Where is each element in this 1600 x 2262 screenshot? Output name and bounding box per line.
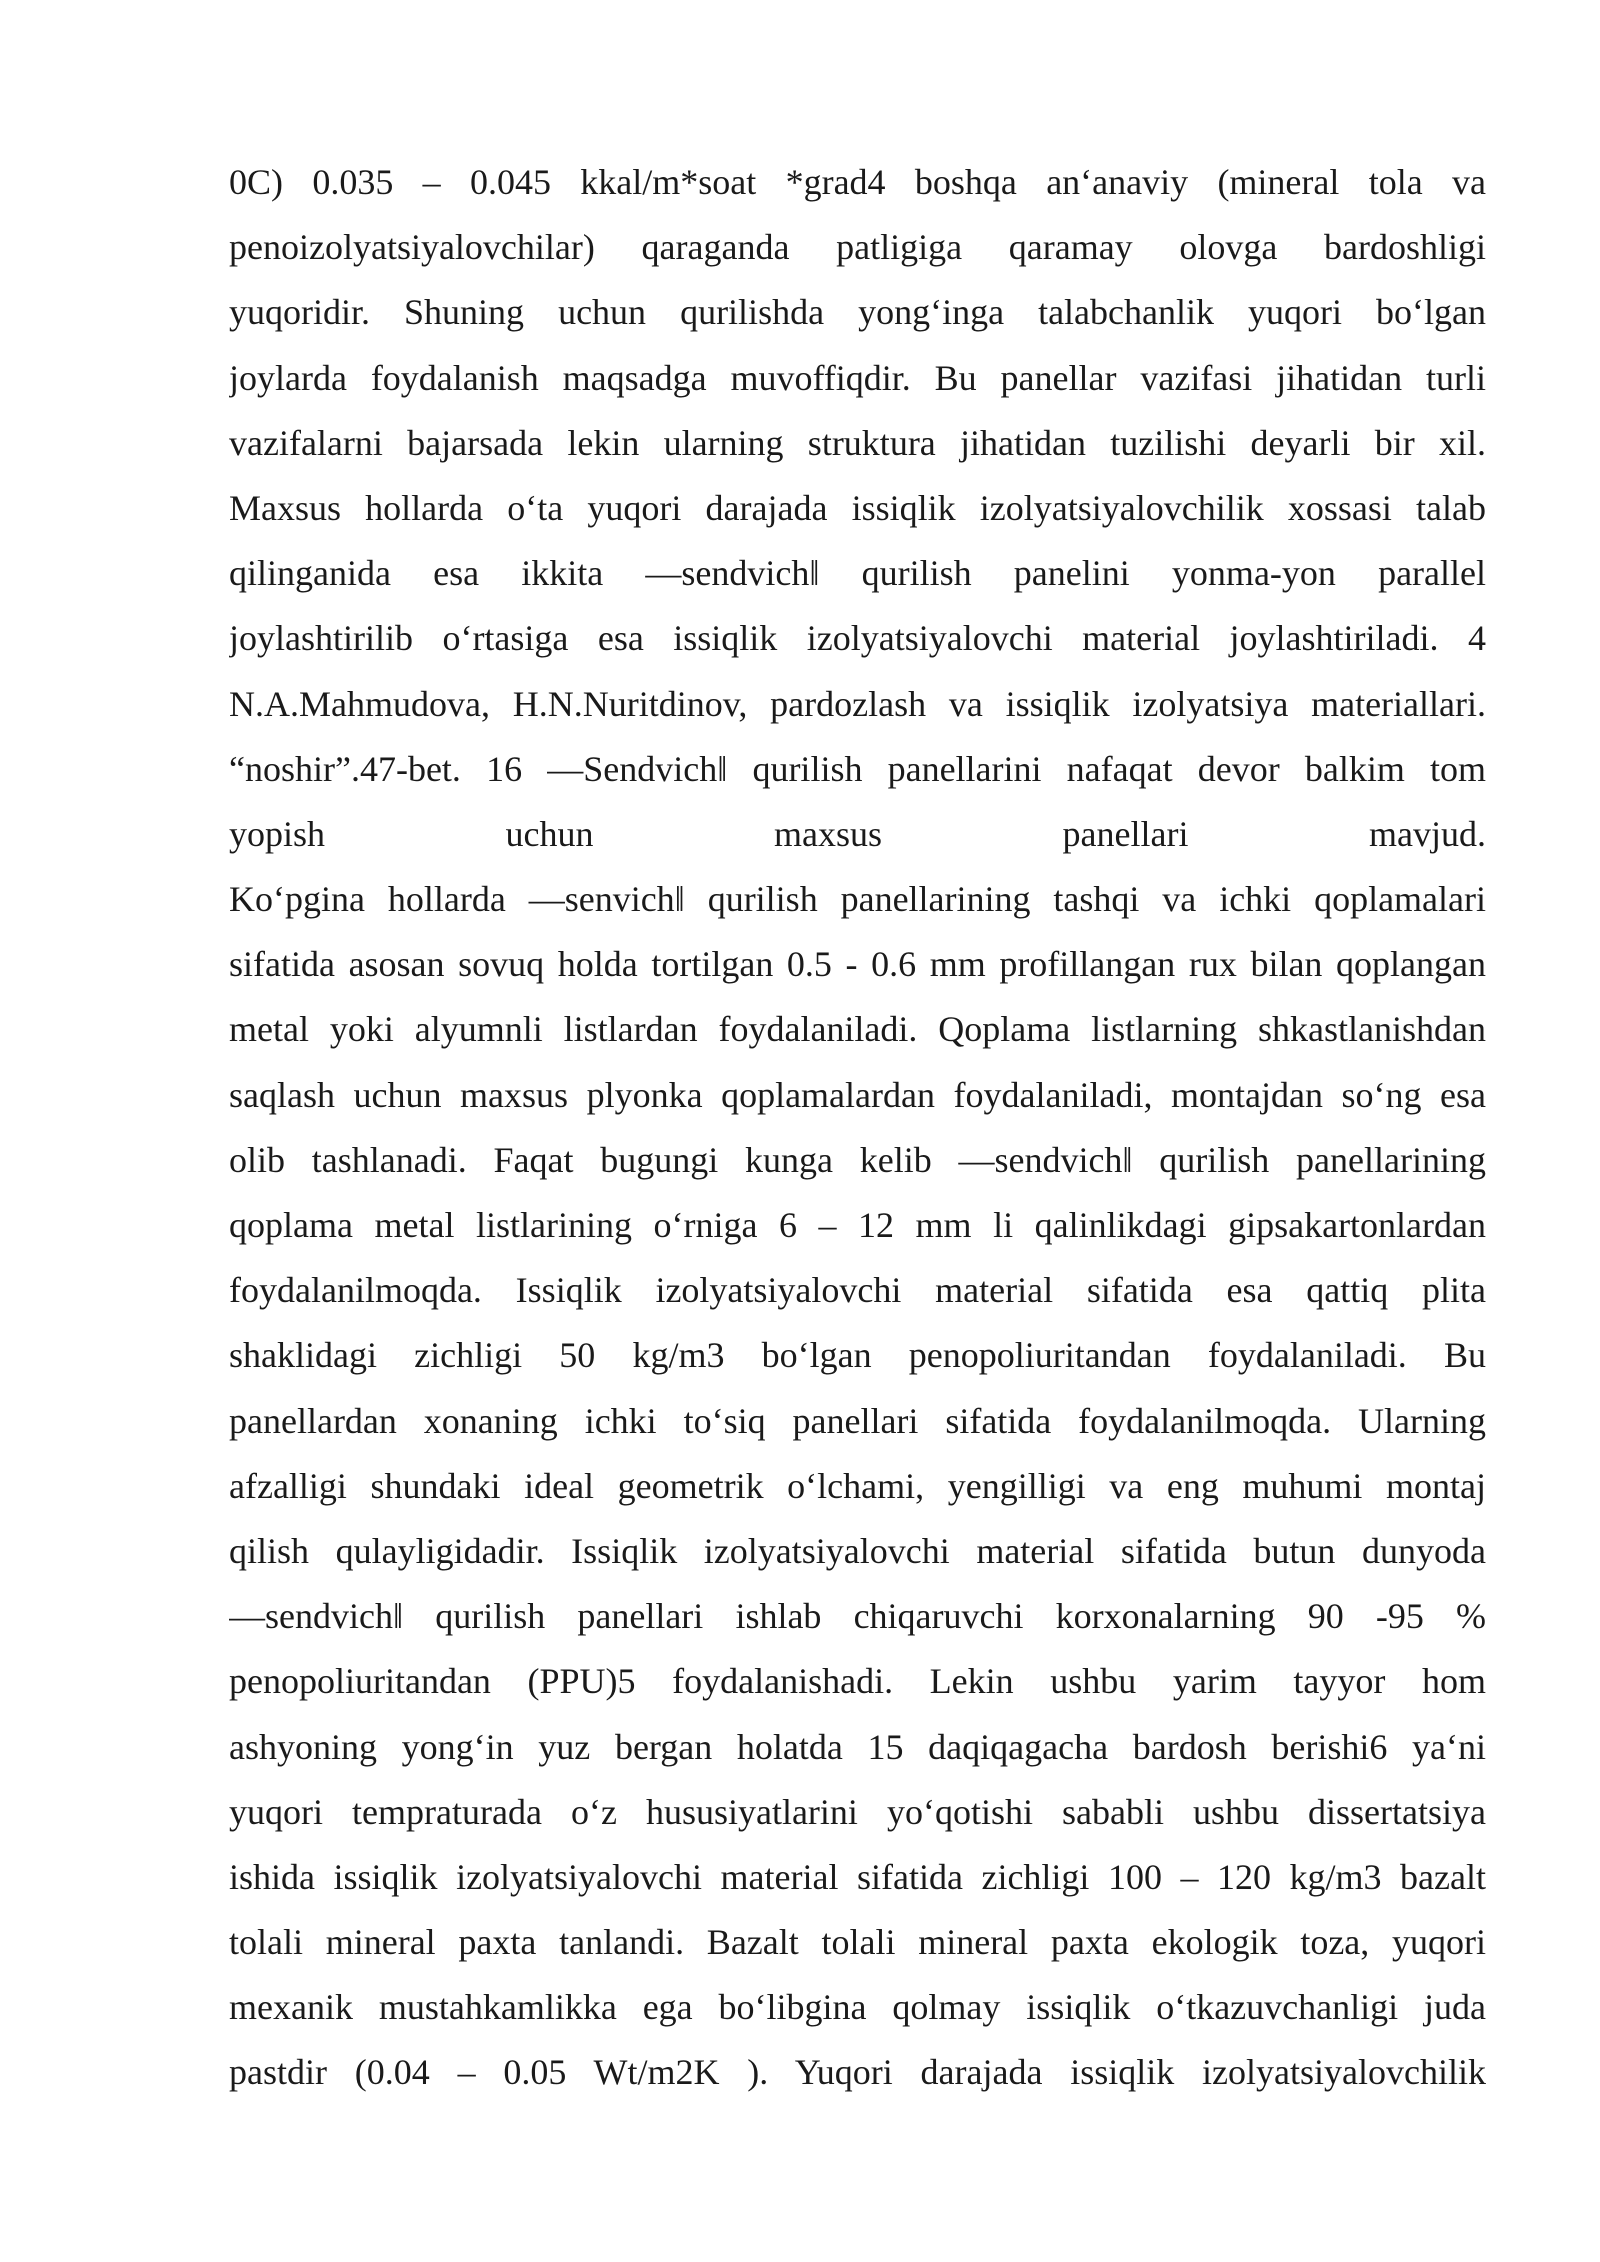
text-line-24: penopoliuritandan (PPU)5 foydalanishadi. Lekin ushbu yarim tayyor hom (229, 1661, 1486, 1702)
text-line-23: ―sendvich‖ qurilish panellari ishlab chiqaruvchi korxonalarning 90 -95 % (229, 1596, 1486, 1637)
text-line-16: olib tashlanadi. Faqat bugungi kunga kelib ―sendvich‖ qurilish panellarining (229, 1139, 1486, 1180)
text-line-4: joylarda foydalanish maqsadga muvoffiqdir. Bu panellar vazifasi jihatidan turli (229, 357, 1486, 398)
text-line-7: qilinganida esa ikkita ―sendvich‖ qurilish panelini yonma-yon parallel (229, 553, 1486, 594)
text-line-25: ashyoning yong‘in yuz bergan holatda 15 daqiqagacha bardosh berishi6 ya‘ni (229, 1726, 1486, 1767)
text-line-20: panellardan xonaning ichki to‘siq panellari sifatida foydalanilmoqda. Ularning (229, 1400, 1486, 1441)
text-line-8: joylashtirilib o‘rtasiga esa issiqlik izolyatsiyalovchi material joylashtiriladi. 4 (229, 618, 1486, 659)
text-line-11: yopish uchun maxsus panellari mavjud. (229, 813, 1486, 854)
text-line-21: afzalligi shundaki ideal geometrik o‘lchami, yengilligi va eng muhumi montaj (229, 1465, 1486, 1506)
text-line-17: qoplama metal listlarining o‘rniga 6 – 12 mm li qalinlikdagi gipsakartonlardan (229, 1205, 1486, 1245)
text-line-2: penoizolyatsiyalovchilar) qaraganda patligiga qaramay olovga bardoshligi (229, 227, 1486, 268)
text-line-22: qilish qulayligidadir. Issiqlik izolyatsiyalovchi material sifatida butun dunyoda (229, 1530, 1486, 1571)
text-line-28: tolali mineral paxta tanlandi. Bazalt tolali mineral paxta ekologik toza, yuqori (229, 1922, 1486, 1963)
text-line-5: vazifalarni bajarsada lekin ularning struktura jihatidan tuzilishi deyarli bir xil. (229, 422, 1486, 463)
text-line-26: yuqori tempraturada o‘z hususiyatlarini yo‘qotishi sababli ushbu dissertatsiya (229, 1791, 1486, 1832)
text-line-18: foydalanilmoqda. Issiqlik izolyatsiyalovchi material sifatida esa qattiq plita (229, 1270, 1486, 1311)
text-line-10: “noshir”.47-bet. 16 ―Sendvich‖ qurilish panellarini nafaqat devor balkim tom (229, 748, 1486, 789)
text-line-9: N.A.Mahmudova, H.N.Nuritdinov, pardozlash va issiqlik izolyatsiya materiallari. (229, 683, 1486, 724)
text-line-12: Ko‘pgina hollarda ―senvich‖ qurilish panellarining tashqi va ichki qoplamalari (229, 879, 1486, 920)
text-line-15: saqlash uchun maxsus plyonka qoplamalardan foydalaniladi, montajdan so‘ng esa (229, 1074, 1486, 1115)
text-line-14: metal yoki alyumnli listlardan foydalaniladi. Qoplama listlarning shkastlanishdan (229, 1009, 1486, 1050)
text-line-6: Maxsus hollarda o‘ta yuqori darajada issiqlik izolyatsiyalovchilik xossasi talab (229, 487, 1486, 528)
text-line-27: ishida issiqlik izolyatsiyalovchi material sifatida zichligi 100 – 120 kg/m3 bazalt (229, 1856, 1486, 1897)
text-line-1: 0C) 0.035 – 0.045 kkal/m*soat *grad4 boshqa an‘anaviy (mineral tola va (229, 162, 1486, 202)
text-line-19: shaklidagi zichligi 50 kg/m3 bo‘lgan penopoliuritandan foydalaniladi. Bu (229, 1335, 1486, 1376)
text-line-3: yuqoridir. Shuning uchun qurilishda yong‘inga talabchanlik yuqori bo‘lgan (229, 292, 1486, 333)
text-line-13: sifatida asosan sovuq holda tortilgan 0.5 - 0.6 mm profillangan rux bilan qoplangan (229, 944, 1486, 985)
text-line-29: mexanik mustahkamlikka ega bo‘libgina qolmay issiqlik o‘tkazuvchanligi juda (229, 1987, 1486, 2028)
body-text (229, 150, 1486, 2106)
text-line-30: pastdir (0.04 – 0.05 Wt/m2K ). Yuqori darajada issiqlik izolyatsiyalovchilik (229, 2052, 1486, 2093)
